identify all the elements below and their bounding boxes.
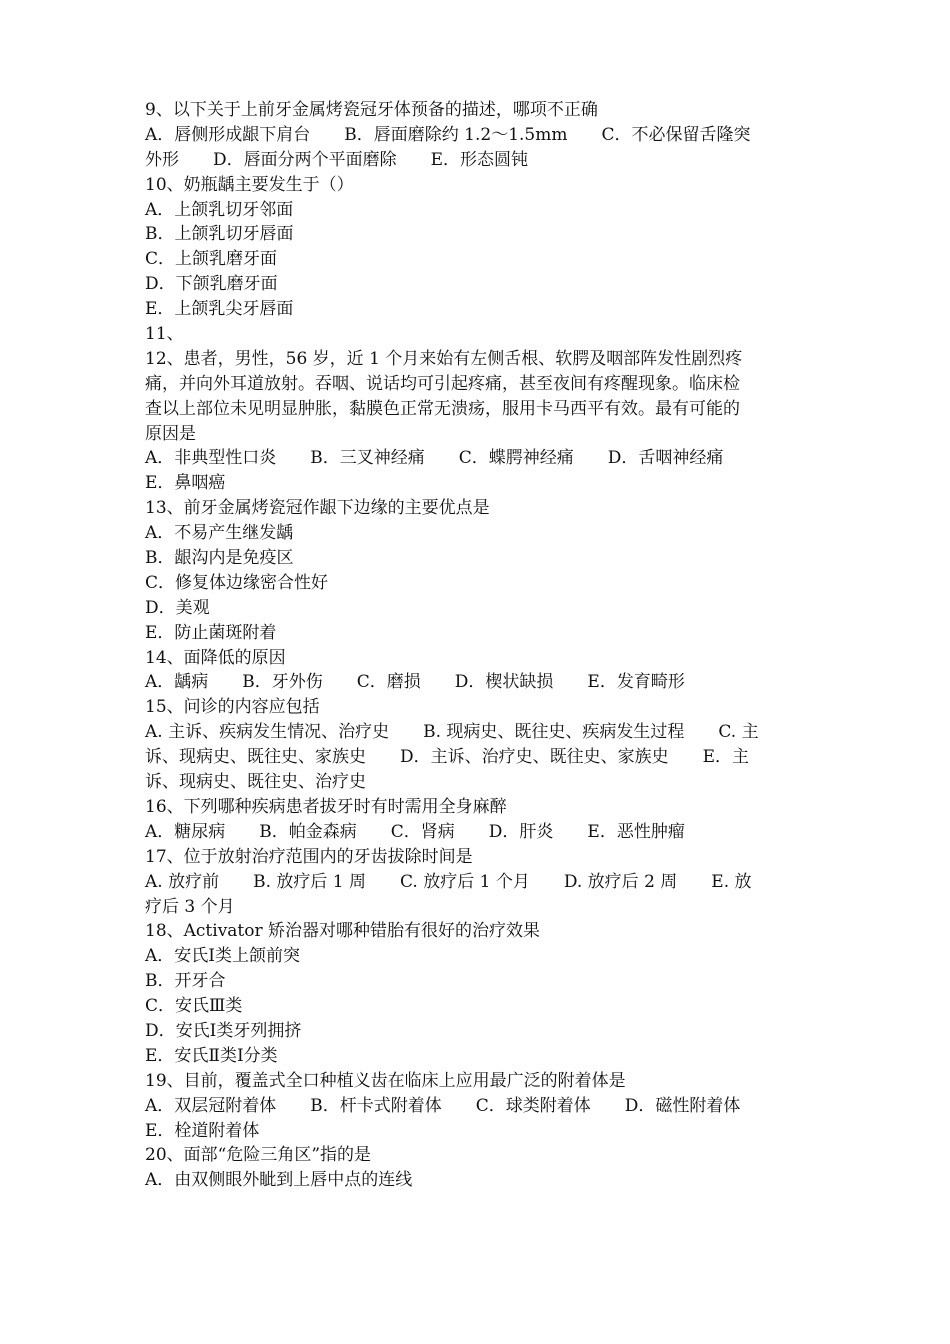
- text-line: 19、目前，覆盖式全口种植义齿在临床上应用最广泛的附着体是: [145, 1070, 626, 1091]
- text-line: 原因是: [145, 423, 196, 444]
- text-line: 诉、现病史、既往史、家族史 D．主诉、治疗史、既往史、家族史 E．主: [145, 747, 750, 768]
- text-line: 诉、现病史、既往史、治疗史: [145, 772, 366, 793]
- text-line: E．防止菌斑附着: [145, 622, 277, 643]
- text-line: B．上颌乳切牙唇面: [145, 224, 294, 245]
- text-line: 17、位于放射治疗范围内的牙齿拔除时间是: [145, 846, 473, 867]
- text-line: A．龋病 B．牙外伤 C．磨损 D．楔状缺损 E．发育畸形: [145, 672, 685, 693]
- text-line: 15、问诊的内容应包括: [145, 697, 320, 718]
- text-line: D．安氏Ⅰ类牙列拥挤: [145, 1020, 302, 1041]
- text-line: A．非典型性口炎 B．三叉神经痛 C．蝶腭神经痛 D．舌咽神经痛: [145, 448, 724, 469]
- text-line: E．上颌乳尖牙唇面: [145, 299, 294, 320]
- text-line: B．开牙合: [145, 971, 226, 992]
- text-line: A. 放疗前 B. 放疗后 1 周 C. 放疗后 1 个月 D. 放疗后 2 周 E. 放: [145, 871, 752, 892]
- text-line: A．安氏Ⅰ类上颌前突: [145, 946, 300, 967]
- text-line: C．安氏Ⅲ类: [145, 996, 243, 1017]
- text-line: 痛，并向外耳道放射。吞咽、说话均可引起疼痛，甚至夜间有疼醒现象。临床检: [145, 373, 740, 394]
- text-line: 疗后 3 个月: [145, 896, 235, 917]
- text-line: E．安氏Ⅱ类Ⅰ分类: [145, 1045, 278, 1066]
- text-line: B．龈沟内是免疫区: [145, 548, 294, 569]
- text-line: C．上颌乳磨牙面: [145, 249, 278, 270]
- text-line: 10、奶瓶龋主要发生于（）: [145, 174, 354, 195]
- text-line: E．栓道附着体: [145, 1120, 260, 1141]
- text-line: A．上颌乳切牙邻面: [145, 199, 294, 220]
- text-line: 外形 D．唇面分两个平面磨除 E．形态圆钝: [145, 149, 529, 170]
- text-line: 18、Activator 矫治器对哪种错胎有很好的治疗效果: [145, 921, 541, 942]
- text-line: 查以上部位未见明显肿胀，黏膜色正常无溃疡，服用卡马西平有效。最有可能的: [145, 398, 740, 419]
- text-line: A. 主诉、疾病发生情况、治疗史 B. 现病史、既往史、疾病发生过程 C. 主: [145, 722, 759, 743]
- text-line: 20、面部“危险三角区”指的是: [145, 1145, 372, 1166]
- text-line: 13、前牙金属烤瓷冠作龈下边缘的主要优点是: [145, 498, 490, 519]
- text-line: E．鼻咽癌: [145, 473, 226, 494]
- text-line: A．由双侧眼外眦到上唇中点的连线: [145, 1170, 413, 1191]
- text-line: C．修复体边缘密合性好: [145, 572, 329, 593]
- text-line: D．美观: [145, 597, 210, 618]
- text-line: 9、以下关于上前牙金属烤瓷冠牙体预备的描述，哪项不正确: [145, 100, 598, 120]
- text-line: D．下颌乳磨牙面: [145, 274, 278, 295]
- text-line: 14、面降低的原因: [145, 647, 286, 668]
- text-line: 16、下列哪种疾病患者拔牙时有时需用全身麻醉: [145, 796, 507, 817]
- text-line: 11、: [145, 324, 184, 345]
- text-line: A．双层冠附着体 B．杆卡式附着体 C．球类附着体 D．磁性附着体: [145, 1095, 741, 1116]
- text-line: A．不易产生继发龋: [145, 523, 294, 544]
- text-line: A．糖尿病 B．帕金森病 C．肾病 D．肝炎 E．恶性肿瘤: [145, 821, 685, 842]
- text-line: A．唇侧形成龈下肩台 B．唇面磨除约 1.2～1.5mm C．不必保留舌隆突: [145, 124, 751, 145]
- question-text-block: [145, 98, 815, 1193]
- text-line: 12、患者，男性，56 岁，近 1 个月来始有左侧舌根、软腭及咽部阵发性剧烈疼: [145, 348, 743, 369]
